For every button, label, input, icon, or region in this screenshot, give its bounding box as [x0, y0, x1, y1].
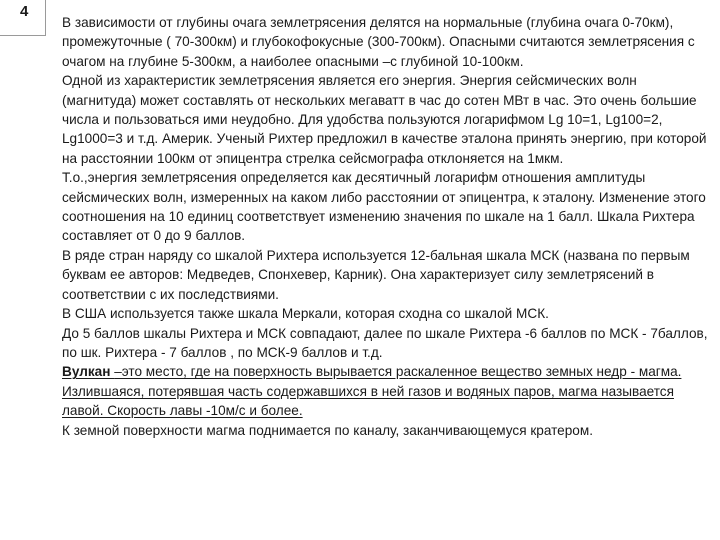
paragraph-msk-scale: В ряде стран наряду со шкалой Рихтера используется 12-бальная шкала МСК (названа по первым буквам ее авторов: Медведев, Спонхевер, Карник). Она характеризует силу землетрясений в соответствии с их последствиями. [62, 247, 690, 302]
paragraph-scale-comparison: До 5 баллов шкалы Рихтера и МСК совпадают, далее по шкале Рихтера -6 баллов по МСК - 7баллов, по шк. Рихтера - 7 баллов , по МСК-9 баллов и т.д. [62, 325, 708, 360]
paragraph-magma-channel: К земной поверхности магма поднимается по каналу, заканчивающемуся кратером. [62, 422, 593, 438]
volcano-term: Вулкан [62, 364, 115, 380]
volcano-definition-text: –это место, где на поверхность вырывается раскаленное вещество земных недр - магма. Излившаяся, потерявшая часть содержавшихся в ней газов и водяных паров, магма называется лавой. Скорость лавы -10м/с и более. [62, 364, 682, 419]
paragraph-earthquake-depth: В зависимости от глубины очага землетрясения делятся на нормальные (глубина очага 0-70км), промежуточные ( 70-300км) и глубокофокусные (300-700км). Опасными считаются землетрясения с очагом на глубине 5-300км, а наиболее опасными –с глубиной 10-100км. [62, 15, 695, 69]
paragraph-volcano-definition [62, 362, 710, 420]
paragraph-energy: Одной из характеристик землетрясения является его энергия. Энергия сейсмических волн (магнитуда) может составлять от нескольких мегаватт в час до сотен МВт в час. Это очень большие числа и пользоваться ими неудобно. Для удобства пользуются логарифмом Lg 10=1, Lg100=2, Lg1000=3 и т.д. Америк. Ученый Рихтер предложил в качестве эталона принять энергию, при которой на расстоянии 100км от эпицентра стрелка сейсмографа отклоняется на 1мкм. [62, 73, 707, 166]
document-body [62, 13, 710, 440]
paragraph-mercalli-scale: В США используется также шкала Меркали, которая сходна со шкалой МСК. [62, 306, 549, 322]
paragraph-richter-scale: Т.о.,энергия землетрясения определяется как десятичный логарифм отношения амплитуды сейсмических волн, измеренных на каком либо расстоянии от эпицентра, к эталону. Изменение этого соотношения на 10 единиц соответствует изменению значения по шкале на 1 балл. Шкала Рихтера составляет от 0 до 9 баллов. [62, 170, 706, 244]
page-number-box [0, 0, 46, 36]
page-number: 4 [20, 3, 29, 20]
